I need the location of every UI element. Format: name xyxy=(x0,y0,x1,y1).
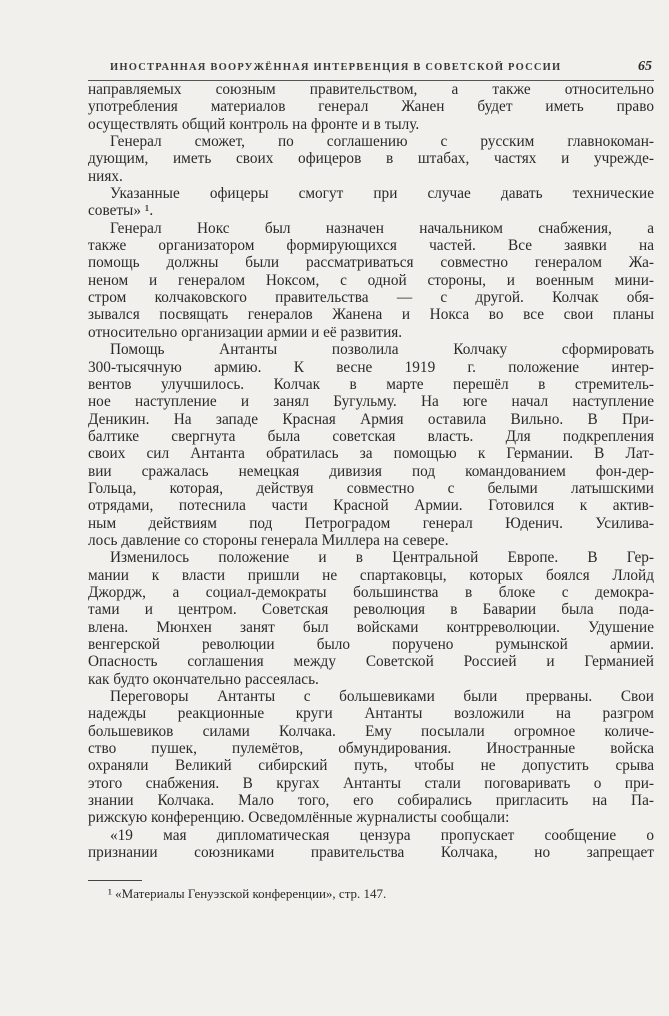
text-line: «19 мая дипломатическая цензура пропускает сообщение о xyxy=(110,826,654,844)
text-line: помощь должны были рассматриваться совместно генералом Жа- xyxy=(88,254,654,272)
text-line: ное наступление и занял Бугульму. На юге начал наступление xyxy=(88,393,654,411)
text-line: зывался посвящать генералов Жанена и Нокса во все свои планы xyxy=(88,306,654,324)
text-line: этого снабжения. В кругах Антанты стали поговаривать о при- xyxy=(88,774,654,792)
text-line: советы» ¹. xyxy=(88,202,154,220)
text-line: рижскую конференцию. Осведомлённые журналисты сообщали: xyxy=(88,809,510,827)
text-line: неном и генералом Ноксом, с одной стороны, и военным мини- xyxy=(88,271,654,289)
paragraph xyxy=(88,341,654,549)
text-line: Помощь Антанты позволила Колчаку сформировать xyxy=(110,341,654,359)
text-line: большевиков силами Колчака. Ему посылали огромное количе- xyxy=(88,722,654,740)
paragraph xyxy=(88,220,654,341)
text-line: Генерал Нокс был назначен начальником снабжения, а xyxy=(110,219,654,237)
paragraph xyxy=(88,81,654,133)
text-line: вентов улучшилось. Колчак в марте перешёл в стремитель- xyxy=(88,375,654,393)
text-line: охраняли Великий сибирский путь, чтобы не допустить срыва xyxy=(88,757,654,775)
text-line: употребления материалов генерал Жанен будет иметь право xyxy=(88,98,654,116)
footnote xyxy=(108,886,386,902)
paragraph xyxy=(88,185,654,220)
text-line: вии сражалась немецкая дивизия под командованием фон-дер- xyxy=(88,462,654,480)
footnote-divider xyxy=(88,880,142,881)
paragraph xyxy=(88,827,654,862)
page-number: 65 xyxy=(638,59,652,74)
text-line: Переговоры Антанты с большевиками были прерваны. Свои xyxy=(110,688,654,706)
text-line: ниях. xyxy=(88,167,123,185)
text-line: также организатором формирующихся частей. Все заявки на xyxy=(88,237,654,255)
paragraph xyxy=(88,549,654,688)
text-line: знании Колчака. Мало того, его собирались пригласить на Па- xyxy=(88,792,654,810)
text-line: венгерской революции было поручено румынской армии. xyxy=(88,636,654,653)
text-line: направляемых союзным правительством, а также относительно xyxy=(88,81,654,98)
text-line: надежды реакционные круги Антанты возложили на разгром xyxy=(88,705,654,723)
text-line: Гольца, которая, действуя совместно с белыми латышскими xyxy=(88,479,654,497)
text-line: признании союзниками правительства Колчака, но запрещает xyxy=(88,844,654,862)
text-line: Генерал сможет, по соглашению с русским главнокоман- xyxy=(110,133,654,151)
text-line: своих сил Антанта обратилась за помощью к Германии. В Лат- xyxy=(88,445,654,463)
running-title: ИНОСТРАННАЯ ВООРУЖЁННАЯ ИНТЕРВЕНЦИЯ В СОВЕТСКОЙ РОССИИ xyxy=(110,62,562,73)
text-line: лось давление со стороны генерала Миллера на севере. xyxy=(88,531,449,549)
text-line: мании к власти пришли не спартаковцы, которых боялся Ллойд xyxy=(88,566,654,584)
text-line: отрядами, потеснила части Красной Армии. Готовился к актив- xyxy=(88,497,654,515)
text-line: Джордж, а социал-демократы большинства в блоке с демокра- xyxy=(88,583,654,601)
text-line: влена. Мюнхен занят был войсками контрреволюции. Удушение xyxy=(88,618,654,636)
paragraph xyxy=(88,688,654,827)
text-line: относительно организации армии и её развития. xyxy=(88,323,403,341)
running-header xyxy=(88,60,654,81)
text-line: стром колчаковского правительства — с другой. Колчак обя- xyxy=(88,289,654,307)
text-line: Деникин. На западе Красная Армия оставила Вильно. В При- xyxy=(88,410,654,428)
footnote-text: «Материалы Генуэзской конференции», стр. 147. xyxy=(115,886,387,901)
text-line: 300-тысячную армию. К весне 1919 г. положение интер- xyxy=(88,358,654,376)
text-line: тами и центром. Советская революция в Баварии была пода- xyxy=(88,601,654,619)
body-text xyxy=(88,81,654,861)
text-line: ство пушек, пулемётов, обмундирования. Иностранные войска xyxy=(88,740,654,758)
text-line: дующим, иметь своих офицеров в штабах, частях и учрежде- xyxy=(88,150,654,168)
paragraph xyxy=(88,133,654,185)
text-line: Опасность соглашения между Советской Россией и Германией xyxy=(88,653,654,671)
footnote-marker: ¹ xyxy=(108,886,112,901)
text-line: Указанные офицеры смогут при случае давать технические xyxy=(110,185,654,203)
text-line: балтике свергнута была советская власть. Для подкрепления xyxy=(88,427,654,445)
text-line: осуществлять общий контроль на фронте и в тылу. xyxy=(88,115,420,133)
text-line: как будто окончательно рассеялась. xyxy=(88,670,319,688)
text-line: ным действиям под Петроградом генерал Юденич. Усилива- xyxy=(88,514,654,532)
text-line: Изменилось положение и в Центральной Европе. В Гер- xyxy=(110,549,654,567)
